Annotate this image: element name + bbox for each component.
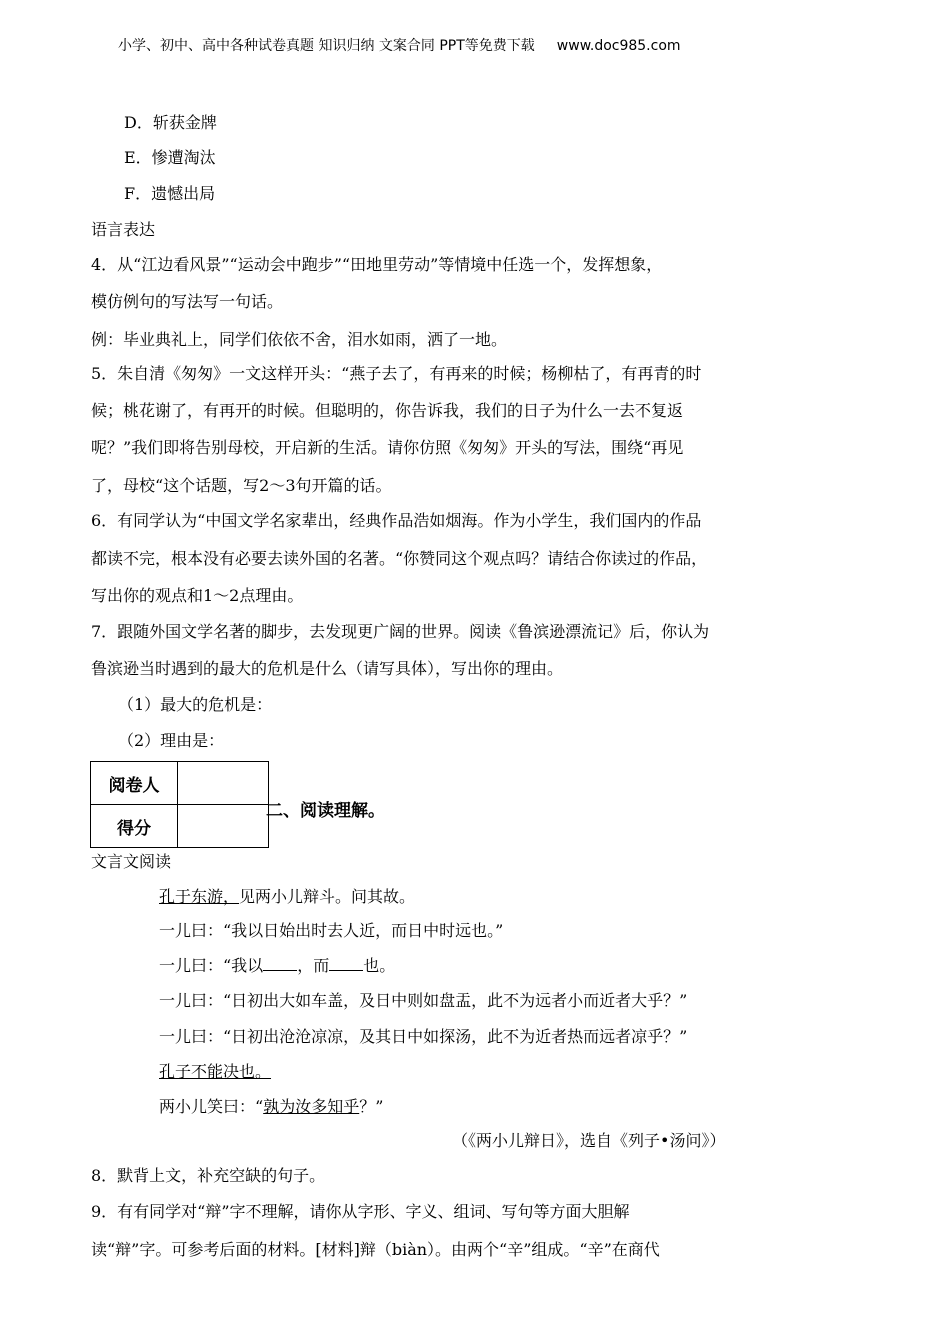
score-table: [90, 761, 269, 848]
q8-text: 8．默背上文，补充空缺的句子。: [91, 1166, 326, 1185]
q5-line4: 了，母校“这个话题，写2～3句开篇的话。: [91, 476, 392, 495]
q7-sub1: （1）最大的危机是：: [118, 695, 273, 714]
passage-line3: 一儿曰：“我以 ，而 也。: [159, 956, 396, 975]
underlined-phrase: 孰为汝多知乎: [263, 1097, 360, 1116]
passage-line2: 一儿曰：“我以日始出时去人近，而日中时远也。”: [159, 921, 504, 940]
passage-line6: [159, 1062, 271, 1082]
passage-line4: 一儿曰：“日初出大如车盖，及日中则如盘盂，此不为远者小而近者大乎？”: [159, 991, 688, 1010]
reviewer-label: 阅卷人: [91, 762, 178, 805]
q6-line1: 6．有同学认为“中国文学名家辈出，经典作品浩如烟海。作为小学生，我们国内的作品: [91, 511, 702, 530]
q5-line2: 候；桃花谢了，有再开的时候。但聪明的，你告诉我，我们的日子为什么一去不复返: [91, 401, 684, 420]
q4-line2: 模仿例句的写法写一句话。: [91, 292, 284, 311]
score-cell[interactable]: [178, 805, 269, 848]
page-header: [118, 35, 681, 55]
passage-source: （《两小儿辩日》，选自《列子•汤问》）: [452, 1131, 726, 1150]
header-url[interactable]: www.doc985.com: [556, 38, 681, 54]
q9-line2: 读“辩”字。可参考后面的材料。[材料]辩（biàn）。由两个“辛”组成。“辛”在商代: [91, 1240, 660, 1259]
q6-line2: 都读不完，根本没有必要去读外国的名著。“你赞同这个观点吗？请结合你读过的作品，: [91, 549, 708, 568]
header-text: 小学、初中、高中各种试卷真题 知识归纳 文案合同 PPT等免费下载: [118, 38, 535, 54]
q5-line1: 5．朱自清《匆匆》一文这样开头：“燕子去了，有再来的时候；杨柳枯了，有再青的时: [91, 364, 702, 383]
option-d: D．斩获金牌: [124, 113, 217, 132]
underlined-phrase: 孔于东游，: [159, 887, 240, 906]
section-title: 二、阅读理解。: [266, 801, 385, 821]
q9-line1: 9．有有同学对“辩”字不理解，请你从字形、字义、组词、写句等方面大胆解: [91, 1202, 630, 1221]
score-label: 得分: [91, 805, 178, 848]
q4-example: 例：毕业典礼上，同学们依依不舍，泪水如雨，洒了一地。: [91, 330, 508, 349]
underlined-phrase: 孔子不能决也。: [159, 1062, 272, 1081]
classical-heading: 文言文阅读: [91, 852, 172, 871]
q4-line1: 4．从“江边看风景”“运动会中跑步”“田地里劳动”等情境中任选一个，发挥想象，: [91, 255, 663, 274]
option-e: E．惨遭淘汰: [124, 148, 216, 167]
language-heading: 语言表达: [91, 220, 156, 239]
fill-blank-1[interactable]: [263, 956, 297, 971]
q5-line3: 呢？”我们即将告别母校，开启新的生活。请你仿照《匆匆》开头的写法，围绕“再见: [91, 438, 684, 457]
q7-line1: 7．跟随外国文学名著的脚步，去发现更广阔的世界。阅读《鲁滨逊漂流记》后，你认为: [91, 622, 710, 641]
q7-line2: 鲁滨逊当时遇到的最大的危机是什么（请写具体），写出你的理由。: [91, 659, 564, 678]
q6-line3: 写出你的观点和1～2点理由。: [91, 586, 304, 605]
option-f: F．遗憾出局: [124, 184, 216, 203]
reviewer-cell[interactable]: [178, 762, 269, 805]
passage-line1: 孔于东游，见两小儿辩斗。问其故。: [159, 887, 416, 906]
fill-blank-2[interactable]: [329, 956, 363, 971]
passage-line7: 两小儿笑曰：“孰为汝多知乎？”: [159, 1097, 384, 1116]
q7-sub2: （2）理由是：: [118, 731, 225, 750]
passage-line5: 一儿曰：“日初出沧沧凉凉，及其日中如探汤，此不为近者热而远者凉乎？”: [159, 1027, 688, 1046]
